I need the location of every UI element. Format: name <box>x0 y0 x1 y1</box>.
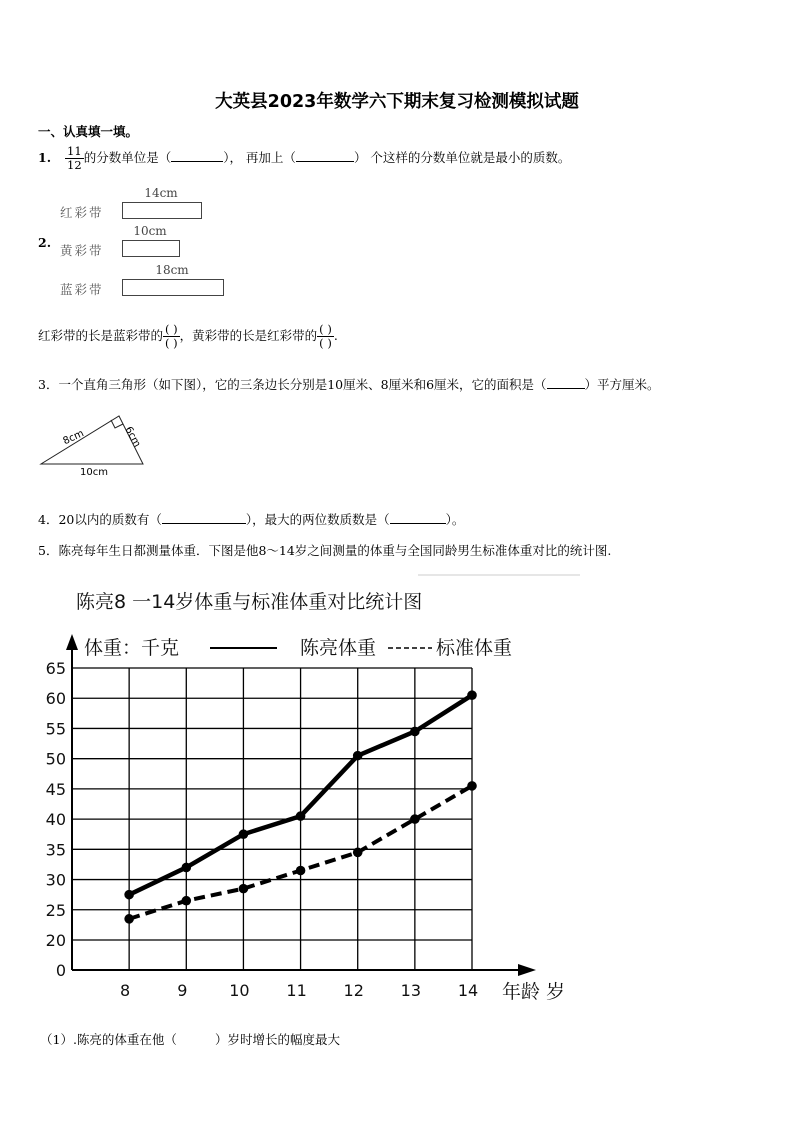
question-5-text: 5．陈亮每年生日都测量体重．下图是他8～14岁之间测量的体重与全国同龄男生标准体重对比的统计图. <box>38 543 612 558</box>
sub-question-1 <box>40 1030 340 1048</box>
question-4-text-b: ），最大的两位数质数是（ <box>245 512 390 527</box>
data-point-chenliang <box>296 811 306 821</box>
answer-fraction-2a[interactable] <box>163 323 180 350</box>
data-point-standard <box>181 896 191 906</box>
x-tick-label: 13 <box>400 981 422 1000</box>
fraction-numerator: 11 <box>67 143 82 158</box>
x-axis-arrow <box>518 964 536 976</box>
data-point-standard <box>410 814 420 824</box>
fraction-denominator: 12 <box>67 158 82 172</box>
section-heading: 一、认真填一填。 <box>38 124 139 139</box>
question-2-text-a: 红彩带的长是蓝彩带的 <box>38 328 164 343</box>
ribbon-yellow-bar <box>122 240 180 257</box>
data-point-standard <box>467 781 477 791</box>
data-point-standard <box>296 866 306 876</box>
question-1-text-c: ） 个这样的分数单位就是最小的质数。 <box>353 150 571 165</box>
y-tick-label: 55 <box>45 719 66 739</box>
ribbon-red-length: 14cm <box>144 186 178 200</box>
ribbon-blue-bar <box>122 279 224 296</box>
data-point-chenliang <box>410 727 420 737</box>
answer-fraction-2b[interactable] <box>317 323 334 350</box>
fraction-numerator-blank[interactable]: ( ) <box>319 321 332 336</box>
y-tick-label: 0 <box>55 961 66 980</box>
x-tick-label: 10 <box>229 981 250 1000</box>
answer-blank-4b[interactable] <box>390 523 446 524</box>
x-tick-label: 14 <box>457 981 479 1000</box>
answer-blank-1a[interactable] <box>171 161 223 162</box>
triangle-side-c: 10cm <box>80 467 108 478</box>
answer-blank-4a[interactable] <box>162 523 246 524</box>
x-tick-label: 8 <box>120 981 131 1000</box>
triangle-side-a: 8cm <box>61 428 86 448</box>
ribbon-red-label: 红彩带 <box>60 205 104 220</box>
x-axis-label: 年龄 岁 <box>502 981 566 1003</box>
right-triangle <box>41 416 143 464</box>
question-3-text-end: ）平方厘米。 <box>584 377 660 392</box>
y-tick-label: 40 <box>45 810 66 830</box>
question-2-sentence <box>38 316 338 356</box>
data-point-chenliang <box>239 829 249 839</box>
question-1-text-b: ）， 再加上（ <box>223 150 296 165</box>
question-1-text-a: 的分数单位是（ <box>83 150 172 165</box>
question-4-text-c: ）。 <box>445 512 465 527</box>
triangle-figure <box>36 408 156 480</box>
question-2-number: 2. <box>38 235 52 250</box>
data-point-standard <box>124 914 134 924</box>
ribbon-red-bar <box>122 202 202 219</box>
page-title: 大英县2023年数学六下期末复习检测模拟试题 <box>215 92 579 112</box>
y-tick-label: 30 <box>45 870 66 890</box>
fraction-numerator-blank[interactable]: ( ) <box>165 321 178 336</box>
data-point-standard <box>239 884 249 894</box>
fraction-denominator-blank[interactable]: ( ) <box>319 336 332 350</box>
chart-title: 陈亮8 一14岁体重与标准体重对比统计图 <box>76 591 423 613</box>
answer-blank-3[interactable] <box>547 388 585 389</box>
y-tick-label: 65 <box>45 659 66 678</box>
y-axis-arrow <box>66 634 78 650</box>
x-tick-label: 11 <box>286 981 307 1000</box>
triangle-side-b: 6cm <box>122 424 143 450</box>
question-3-text: 3．一个直角三角形（如下图），它的三条边长分别是10厘米、8厘米和6厘米，它的面积是（ <box>38 377 547 392</box>
x-tick-label: 9 <box>177 981 188 1000</box>
question-2-text-c: . <box>333 328 338 343</box>
ribbon-yellow-length: 10cm <box>133 224 167 238</box>
legend-label-dashed: 标准体重 <box>436 637 513 659</box>
data-point-chenliang <box>467 690 477 700</box>
fraction-denominator-blank[interactable]: ( ) <box>165 336 178 350</box>
question-1-number: 1. <box>38 150 52 165</box>
question-1 <box>38 141 570 175</box>
y-tick-label: 25 <box>45 900 66 920</box>
y-tick-label: 20 <box>45 931 66 950</box>
y-tick-label: 50 <box>45 749 66 769</box>
question-4 <box>38 510 464 528</box>
ribbon-blue-label: 蓝彩带 <box>60 282 104 297</box>
question-1-fraction <box>65 145 84 172</box>
ribbon-blue-length: 18cm <box>155 263 189 277</box>
data-point-chenliang <box>124 890 134 900</box>
question-2-text-b: ，黄彩带的长是红彩带的 <box>179 328 318 343</box>
answer-blank-1b[interactable] <box>296 161 354 162</box>
y-tick-label: 35 <box>45 840 66 860</box>
sub-question-1-text-a: （1）.陈亮的体重在他（ <box>40 1032 177 1047</box>
sub-question-1-text-b: ）岁时增长的幅度最大 <box>214 1032 340 1047</box>
y-axis-label: 体重：千克 <box>84 637 180 659</box>
y-tick-label: 60 <box>45 689 66 709</box>
data-point-standard <box>353 848 363 858</box>
legend-label-solid: 陈亮体重 <box>300 637 377 659</box>
data-point-chenliang <box>181 863 191 873</box>
weight-line-chart <box>0 570 794 1010</box>
ribbon-yellow-label: 黄彩带 <box>60 243 104 258</box>
x-tick-label: 12 <box>343 981 364 1000</box>
question-3 <box>38 375 660 393</box>
data-point-chenliang <box>353 751 363 761</box>
question-4-text-a: 4．20以内的质数有（ <box>38 512 162 527</box>
y-tick-label: 45 <box>45 779 66 799</box>
